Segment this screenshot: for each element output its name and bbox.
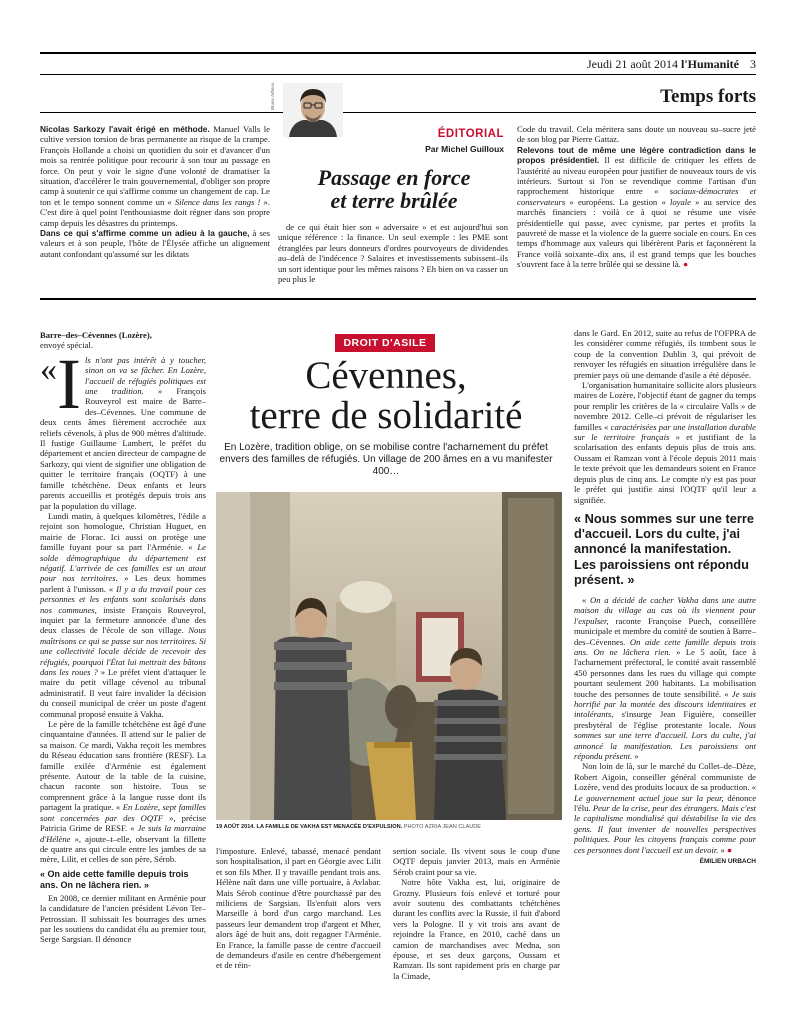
article-col-4: dans le Gard. En 2012, suite au refus de l'OFPRA de les considérer comme réfugiés, ils tombent sous le coup de la convention Dublin 3, qui prévoit de renvoyer les réfugiés en situation irrégulière dans le premier pays où une demande d'asile a été déposée. L'organisation humanitaire sollicite alors plusieurs maires de Lozère, l'objectif étant de gagner du temps pour remplir les critères de la « circulaire Valls » de novembre 2012. Celle–ci prévoit de régulariser les familles « caractérisées par une installation durable sur le territoire français » et justifiant de la scolarisation des enfants depuis plus de trois ans. Oussam et Ramzan vont à l'école depuis 2011 mais le texte prévoit que les demandeurs soient en France depuis plus de cinq ans. Le compte n'y est pas pour le préfet qui justifie ainsi l'OQTF qu'il leur a signifiée. « Nous sommes sur une terre d'accueil. Lors du culte, j'ai annoncé la manifestation. Les paroissiens ont répondu présent. » « On a décidé de cacher Vakha dans une autre maison du village au cas où ils viennent pour l'expulser, raconte Françoise Puech, conseillère municipale et membre du comité de soutien à Barre–des–Cévennes. On aide cette famille depuis trois ans. On ne lâchera rien. » Le 5 août, face à l'acharnement préfectoral, le comité avait rassemblé 450 personnes dans les rues du village qui compte pourtant seulement 200 habitants. La mobilisation touche des personnes de toute sensibilité. « Je suis horrifié par la montée des discours identitaires et intolérants, s'insurge Jean Figuière, conseiller presbytéral de l'église protestante locale. Nous sommes sur une terre d'accueil. Lors du culte, j'ai annoncé la manifestation. Les paroissiens ont répondu présent. » Non loin de là, sur le marché du Collet–de–Dèze, Robert Aigoin, conseiller général communiste de Lozère, vend des produits locaux de sa production. « Le gouvernement actuel joue sur la peur, dénonce l'élu. Peur de la crise, peur des étrangers. Mais c'est le capitalisme mondialisé qui déstabilise la vie des gens. Il faut inventer de nouvelles perspectives politiques. Pour les citoyens français comme pour ces personnes dont l'accueil est un devoir. » ● ÉMILIEN URBACH — [574, 328, 757, 866]
portrait-credit: Bruno Arbesu — [270, 82, 275, 110]
article-col-3: sertion sociale. Ils vivent sous le coup d'une OQTF depuis janvier 2013, mais en Arménie Sérob craint pour sa vie. Notre hôte Vakha est, lui, originaire de Grozny. Plusieurs fois enlevé et torturé pour avoir soutenu des combattants tchétchènes durant les conflits avec la Russie, il fuit d'abord vers la Pologne. Il y vit trois ans avant de rejoindre la France, en 2010, caché dans un camion de marchandises avec Medna, son épouse, et ses deux garçons, Oussam et Ramzan. Ils sont rapidement pris en charge par la Cimade, — [393, 846, 560, 981]
editorial-col-1: Nicolas Sarkozy l'avait érigé en méthode. Manuel Valls le cultive version torsion de bras permanente au risque de la crampe. François Hollande a choisi un quotidien du soir et d'avancer d'un mois sa rentrée politique pour recourir à son tour au passage en force. On peut y voir le signe d'une volonté de dramatiser la situation, d'accélérer le train gouvernemental, d'obliger son propre camp à soutenir ce qui s'affirme comme un changement de cap. Le ton et le tempo sonnent comme un « Silence dans les rangs ! ». C'est dire à quel point l'enthousiasme doit régner dans son propre camp depuis les désastres du printemps. Dans ce qui s'affirme comme un adieu à la gauche, à ses valeurs et à son peuple, l'hôte de l'Élysée affiche un alignement autant confondant qu'assumé sur les diktats — [40, 124, 270, 259]
dateline-place: Barre–des–Cévennes (Lozère), — [40, 330, 152, 340]
editorial-bottom-rule — [40, 298, 756, 300]
pull-quote-right: « Nous sommes sur une terre d'accueil. Lors du culte, j'ai annoncé la manifestation. Les paroissiens ont répondu présent. » — [574, 510, 754, 587]
article-col-2: l'imposture. Enlevé, tabassé, menacé pendant son hospitalisation, il part en Géorgie avec Lilit et son fils Mher. Il y travaille pendant trois ans. Hélène naît dans une ville portuaire, à Avlabar. Mais Sérob continue d'être pourchassé par des miliciens de Sargsian. Ils'enfuit alors vers Marseille à bord d'un cargo marchand. Les passeurs leur demandent trop d'argent et Mher, alors âgé de huit ans, doit regagner l'Arménie. En France, la famille passe de centre d'accueil de demandeurs d'asile en centre d'hébergement et de réin- — [216, 846, 381, 971]
editorial-lead-1: Nicolas Sarkozy l'avait érigé en méthode. — [40, 124, 210, 134]
article-title: Cévennes, terre de solidarité — [249, 354, 523, 437]
editorial-lead-2: Dans ce qui s'affirme comme un adieu à la gauche, — [40, 228, 250, 239]
dateline-role: envoyé spécial. — [40, 340, 93, 351]
drop-cap: I — [57, 343, 81, 424]
top-rule — [40, 52, 756, 54]
photo-credit: PHOTO AZRIA JEAN CLAUDE — [402, 824, 482, 830]
folio-date: Jeudi 21 août 2014 — [586, 57, 681, 71]
pull-quote-left: « On aide cette famille depuis trois ans. On ne lâchera rien. » — [40, 868, 189, 890]
editorial-col-3: Code du travail. Cela méritera sans doute un nouveau su–sucre jeté de son blog par Pierre Gattaz. Relevons tout de même une légère contradiction dans le propos présidentiel. Il est difficile de critiquer les effets de l'austérité au niveau européen pour justifier de nouveaux tours de vis intérieurs. Surtout si l'on se revendique comme l'artisan d'un rapprochement historique entre « sociaux-démocrates et conservateurs » européens. La gestion « loyale » au service des marchés financiers : voilà ce à quoi se résume une visée présidentielle qui passe, avec cynisme, par pertes et profits la pauvreté de masse et la violence de la guerre sociale en cours. En ces temps d'hommage aux valeurs qui libérèrent Paris et façonnèrent la France voilà soixante–dix ans, il est grand temps que les bouches s'ouvrent face à la terre brûlée qui se dessine là. ● — [517, 124, 756, 270]
folio-paper: l'Humanité — [680, 57, 739, 71]
article-end-mark: ● — [724, 844, 733, 855]
editorial-byline: Par Michel Guilloux — [425, 144, 504, 154]
article-standfirst: En Lozère, tradition oblige, on se mobilise contre l'acharnement du préfet envers des familles de réfugiés. Un village de 200 âmes en a vu manifester 400… — [219, 442, 553, 477]
editorial-title: Passage en force et terre brûlée — [317, 165, 471, 213]
article-col-1: Barre–des–Cévennes (Lozère), envoyé spécial. « I ls n'ont pas intérêt à y toucher, sinon on va se fâcher. En Lozère, l'accueil de réfugiés politiques est une tradition. » François Rouveyrol est maire de Barre–des–Cévennes. Une commune de deux cents âmes fièrement accrochée aux reliefs cévenols, à plus de 900 mètres d'altitude. Il fustige Guillaume Lambert, le préfet du département et ancien directeur de campagne de Sarkozy, qui vient de signifier une obligation de quitter le territoire français (OQTF) à une famille tchétchène. Deux enfants et leurs parents accueillis et protégés depuis trois ans par la population du village. Lundi matin, à quelques kilomètres, l'édile a rejoint son homologue, Christian Huguet, en mairie de Florac. Ici aussi on protège une famille fuyant pour sa part l'Arménie. « Le solde démographique du département est négatif. L'arrivée de ces familles est un atout pour nos territoires. » Les deux hommes parlent à l'unisson. « Il y a du travail pour ces personnes et les enfants sont scolarisés dans nos communes, insiste François Rouveyrol, inquiet par la fermeture annoncée d'une des deux classes de l'école de son village. Nous maîtrisons ce qui se passe sur nos territoires. Si une collectivité locale décide de recevoir des réfugiés, pourquoi l'État lui mettrait des bâtons dans les roues ? » Le préfet vient d'attaquer le maire du petit village cévenol au tribunal administratif. Il veut faire invalider la décision du conseil municipal de créer un poste d'agent communal proposé ensuite à Vakha. Le père de la famille tchétchène est âgé d'une cinquantaine d'années. Il attend sur le palier de sa maison. Ce mardi, Vakha reçoit les membres du Réseau éducation sans frontière (RESF). La famille exilée d'Arménie est également présente. Autour de la table de la cuisine, chacun raconte son histoire. Tous se comprennent grâce à la langue russe dont ils partagent la pratique. « En Lozère, sept familles sont concernées par des OQTF », précise Patricia Grime de RESF. « Je suis la marraine d'Hélène », ajoute–t–elle, observant la fillette de quatre ans qui circule entre les jambes de sa mère, Lilit, et celles de son père, Sérob. « On aide cette famille depuis trois ans. On ne lâchera rien. » En 2008, ce dernier militant en Arménie pour la candidature de l'ancien président Lévon Ter–Petrossian. Il subissait les bourrages des urnes par les soutiens du candidat élu au premier tour, Serge Sargsian. Il dénonce — [40, 330, 207, 945]
folio-page: 3 — [750, 57, 756, 71]
header-rule — [40, 74, 756, 75]
article-signature: ÉMILIEN URBACH — [699, 858, 756, 866]
article-opening: « I ls n'ont pas intérêt à y toucher, sinon on va se fâcher. En Lozère, l'accueil de réfugiés politiques est une tradition. » François Rouveyrol est maire de Barre–des–Cévennes. Une commune de deux cents âmes fièrement accrochée aux reliefs cévenols, à plus de 900 mètres d'altitude. Il fustige Guillaume Lambert, le préfet du département et ancien directeur de campagne de Sarkozy, qui vient de signifier une obligation de quitter le territoire français (OQTF) à une famille tchétchène. Deux enfants et leurs parents accueillis et protégés depuis trois ans par la population du village. — [40, 343, 206, 511]
end-mark: ● — [680, 259, 689, 270]
section-rule — [40, 112, 756, 113]
article-kicker: DROIT D'ASILE — [335, 334, 435, 352]
portrait-illustration — [283, 83, 343, 137]
editorial-kicker: ÉDITORIAL — [437, 128, 504, 140]
editorial-col-2: de ce qui était hier son « adversaire » et est aujourd'hui son unique référence : la finance. Un seul exemple : les PME sont étranglées par leurs donneurs d'ordres pourvoyeurs de dividendes au–delà de l'indécence ? Salaires et investissements subissent–ils un sort identique pour les mêmes raisons ? Eh bien on va casser un peu plus le — [278, 222, 508, 285]
article-photo — [216, 492, 562, 820]
editorial-portrait — [283, 83, 343, 137]
folio — [587, 57, 756, 72]
section-label: Temps forts — [660, 86, 756, 107]
photo-caption: 19 AOÛT 2014. LA FAMILLE DE VAKHA EST MENACÉE D'EXPULSION. PHOTO AZRIA JEAN CLAUDE — [216, 824, 482, 830]
drop-quote: « — [40, 350, 57, 388]
family-photo-illustration — [216, 492, 562, 820]
